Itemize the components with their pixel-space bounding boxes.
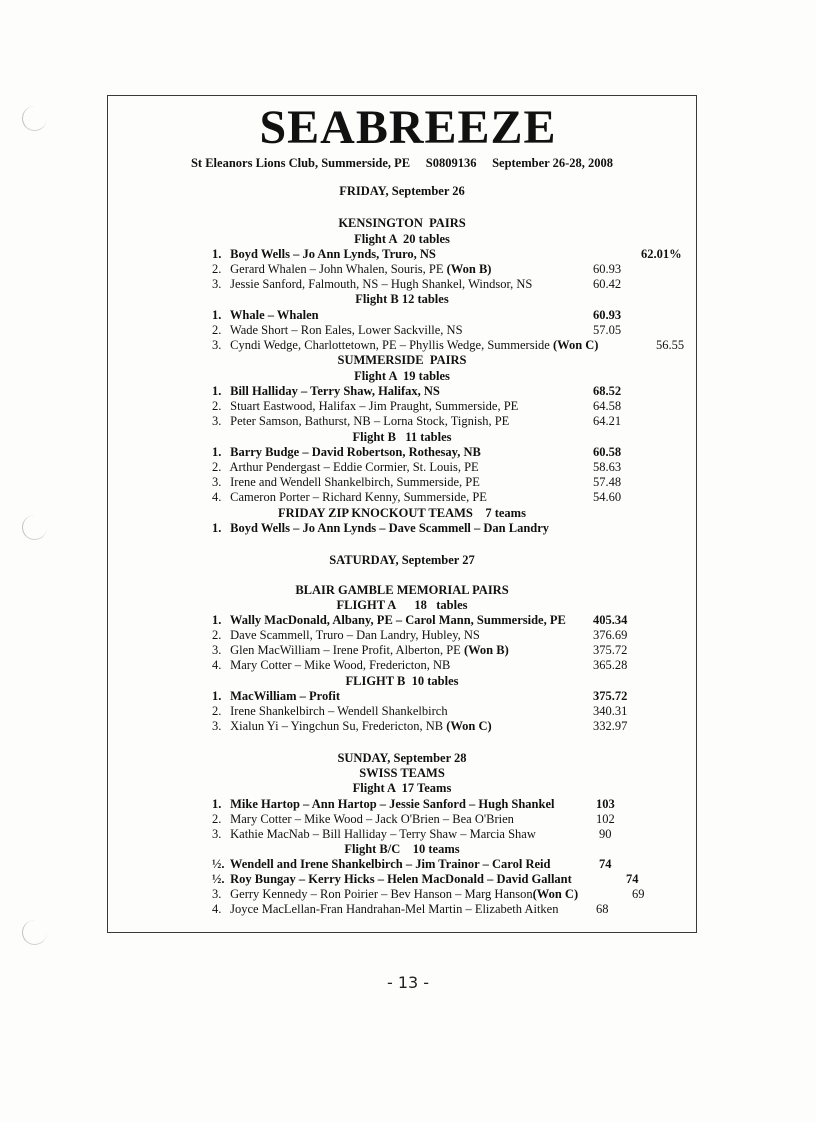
- place-number: 3.: [212, 475, 222, 489]
- result-row: [212, 247, 436, 262]
- place-number: 2.: [212, 262, 222, 276]
- score: 103: [596, 797, 615, 811]
- result-row: [212, 719, 492, 734]
- score: 62.01%: [641, 247, 682, 261]
- kensington-flight-b-heading: Flight B 12 tables: [355, 292, 449, 306]
- place-number: 1.: [212, 384, 222, 398]
- score: 64.21: [593, 414, 622, 428]
- score: 58.63: [593, 460, 622, 474]
- result-row: [212, 643, 509, 658]
- player-names: Mary Cotter – Mike Wood, Fredericton, NB: [230, 658, 451, 672]
- place-number: 1.: [212, 689, 222, 703]
- zip-knockout-heading: FRIDAY ZIP KNOCKOUT TEAMS 7 teams: [278, 506, 526, 520]
- result-row: [212, 277, 532, 292]
- score: 64.58: [593, 399, 622, 413]
- player-names: Boyd Wells – Jo Ann Lynds, Truro, NS: [230, 247, 436, 261]
- swiss-teams-heading: SWISS TEAMS: [359, 766, 445, 780]
- score: 405.34: [593, 613, 628, 627]
- score: 68.52: [593, 384, 622, 398]
- player-names: Arthur Pendergast – Eddie Cormier, St. Louis, PE: [229, 460, 479, 474]
- place-number: 2.: [212, 460, 222, 474]
- swiss-flight-a-heading: Flight A 17 Teams: [352, 781, 452, 795]
- place-number: 1.: [212, 308, 222, 322]
- score: 102: [596, 812, 615, 826]
- score: 57.05: [593, 323, 622, 337]
- player-names: Kathie MacNab – Bill Halliday – Terry Shaw – Marcia Shaw: [230, 827, 536, 841]
- result-row: [212, 827, 536, 842]
- result-row: [212, 902, 558, 917]
- result-row: [212, 445, 481, 460]
- player-names: Wade Short – Ron Eales, Lower Sackville, NS: [229, 323, 463, 337]
- won-flight-note: (Won C): [443, 719, 492, 733]
- result-row: [212, 399, 518, 414]
- place-number: 1.: [212, 613, 222, 627]
- score: 60.42: [593, 277, 622, 291]
- result-row: [212, 658, 450, 673]
- place-number: 3.: [212, 338, 222, 352]
- player-names: Stuart Eastwood, Halifax – Jim Praught, Summerside, PE: [230, 399, 519, 413]
- page-number: - 13 -: [386, 973, 430, 992]
- player-names: Irene Shankelbirch – Wendell Shankelbirch: [230, 704, 448, 718]
- score: 60.58: [593, 445, 622, 459]
- place-number: ½.: [212, 857, 225, 871]
- won-flight-note: (Won B): [443, 262, 492, 276]
- player-names: Bill Halliday – Terry Shaw, Halifax, NS: [230, 384, 440, 398]
- player-names: Joyce MacLellan-Fran Handrahan-Mel Martin – Elizabeth Aitken: [230, 902, 559, 916]
- won-flight-note: (Won C): [532, 887, 579, 901]
- place-number: 3.: [212, 277, 222, 291]
- result-row: [212, 384, 440, 399]
- place-number: 1.: [212, 521, 222, 535]
- player-names: Irene and Wendell Shankelbirch, Summerside, PE: [230, 475, 480, 489]
- result-row: [212, 490, 487, 505]
- place-number: 2.: [212, 399, 222, 413]
- player-names: Wally MacDonald, Albany, PE – Carol Mann, Summerside, PE: [229, 613, 566, 627]
- blair-flight-b-heading: FLIGHT B 10 tables: [345, 674, 459, 688]
- result-row: [212, 308, 319, 323]
- player-names: Jessie Sanford, Falmouth, NS – Hugh Shankel, Windsor, NS: [230, 277, 533, 291]
- place-number: 3.: [212, 827, 222, 841]
- result-row: [212, 857, 550, 872]
- kensington-pairs-heading: KENSINGTON PAIRS: [338, 216, 466, 230]
- friday-heading: FRIDAY, September 26: [339, 184, 465, 198]
- score: 340.31: [593, 704, 628, 718]
- result-row: [212, 262, 491, 277]
- result-row: [212, 475, 480, 490]
- result-row: [212, 323, 463, 338]
- score: 74: [626, 872, 639, 886]
- document-title: SEABREEZE: [259, 101, 557, 154]
- result-row: [212, 521, 549, 536]
- result-row: [212, 812, 514, 827]
- place-number: 3.: [212, 414, 222, 428]
- score: 332.97: [593, 719, 628, 733]
- swiss-flight-bc-heading: Flight B/C 10 teams: [344, 842, 460, 856]
- saturday-heading: SATURDAY, September 27: [329, 553, 475, 567]
- player-names: MacWilliam – Profit: [230, 689, 341, 703]
- score: 90: [599, 827, 612, 841]
- place-number: 3.: [212, 719, 222, 733]
- result-row: [212, 872, 572, 887]
- place-number: 3.: [212, 887, 222, 901]
- place-number: 4.: [212, 490, 222, 504]
- result-row: [212, 613, 566, 628]
- binder-hole-bottom: [22, 920, 47, 945]
- player-names: Cyndi Wedge, Charlottetown, PE – Phyllis Wedge, Summerside: [230, 338, 550, 352]
- place-number: ½.: [212, 872, 225, 886]
- binder-hole-middle: [22, 515, 47, 540]
- won-flight-note: (Won C): [549, 338, 599, 352]
- kensington-flight-a-heading: Flight A 20 tables: [354, 232, 450, 246]
- player-names: Wendell and Irene Shankelbirch – Jim Trainor – Carol Reid: [229, 857, 551, 871]
- player-names: Roy Bungay – Kerry Hicks – Helen MacDonald – David Gallant: [230, 872, 572, 886]
- blair-flight-a-heading: FLIGHT A 18 tables: [336, 598, 468, 612]
- summerside-flight-a-heading: Flight A 19 tables: [354, 369, 450, 383]
- summerside-flight-b-heading: Flight B 11 tables: [352, 430, 452, 444]
- score: 69: [632, 887, 645, 901]
- result-row: [212, 414, 509, 429]
- result-row: [212, 704, 448, 719]
- result-row: [212, 887, 578, 902]
- place-number: 2.: [212, 323, 222, 337]
- place-number: 2.: [212, 812, 222, 826]
- player-names: Whale – Whalen: [229, 308, 319, 322]
- place-number: 1.: [212, 247, 222, 261]
- event-line: St Eleanors Lions Club, Summerside, PE S0809136 September 26-28, 2008: [190, 156, 613, 170]
- place-number: 2.: [212, 628, 222, 642]
- place-number: 2.: [212, 704, 222, 718]
- score: 57.48: [593, 475, 622, 489]
- result-row: [212, 797, 554, 812]
- player-names: Xialun Yi – Yingchun Su, Fredericton, NB: [230, 719, 444, 733]
- sunday-heading: SUNDAY, September 28: [337, 751, 467, 765]
- player-names: Gerry Kennedy – Ron Poirier – Bev Hanson – Marg Hanson: [230, 887, 533, 901]
- score: 74: [599, 857, 612, 871]
- place-number: 4.: [212, 658, 222, 672]
- result-row: [212, 460, 479, 475]
- score: 60.93: [593, 308, 622, 322]
- player-names: Peter Samson, Bathurst, NB – Lorna Stock, Tignish, PE: [230, 414, 510, 428]
- score: 54.60: [593, 490, 622, 504]
- score: 375.72: [593, 689, 628, 703]
- place-number: 4.: [212, 902, 222, 916]
- player-names: Barry Budge – David Robertson, Rothesay, NB: [230, 445, 481, 459]
- score: 60.93: [593, 262, 622, 276]
- score: 365.28: [593, 658, 628, 672]
- player-names: Glen MacWilliam – Irene Profit, Alberton, PE: [230, 643, 461, 657]
- result-row: [212, 689, 340, 704]
- score: 375.72: [593, 643, 628, 657]
- player-names: Mary Cotter – Mike Wood – Jack O'Brien – Bea O'Brien: [230, 812, 514, 826]
- result-row: [212, 338, 598, 353]
- blair-gamble-heading: BLAIR GAMBLE MEMORIAL PAIRS: [295, 583, 509, 597]
- score: 56.55: [656, 338, 685, 352]
- player-names: Boyd Wells – Jo Ann Lynds – Dave Scammell – Dan Landry: [230, 521, 550, 535]
- summerside-pairs-heading: SUMMERSIDE PAIRS: [337, 353, 467, 367]
- player-names: Mike Hartop – Ann Hartop – Jessie Sanford – Hugh Shankel: [230, 797, 555, 811]
- place-number: 1.: [212, 445, 222, 459]
- player-names: Dave Scammell, Truro – Dan Landry, Hubley, NS: [230, 628, 480, 642]
- score: 68: [596, 902, 609, 916]
- result-row: [212, 628, 480, 643]
- place-number: 1.: [212, 797, 222, 811]
- player-names: Cameron Porter – Richard Kenny, Summerside, PE: [230, 490, 487, 504]
- score: 376.69: [593, 628, 628, 642]
- place-number: 3.: [212, 643, 222, 657]
- player-names: Gerard Whalen – John Whalen, Souris, PE: [230, 262, 444, 276]
- won-flight-note: (Won B): [460, 643, 509, 657]
